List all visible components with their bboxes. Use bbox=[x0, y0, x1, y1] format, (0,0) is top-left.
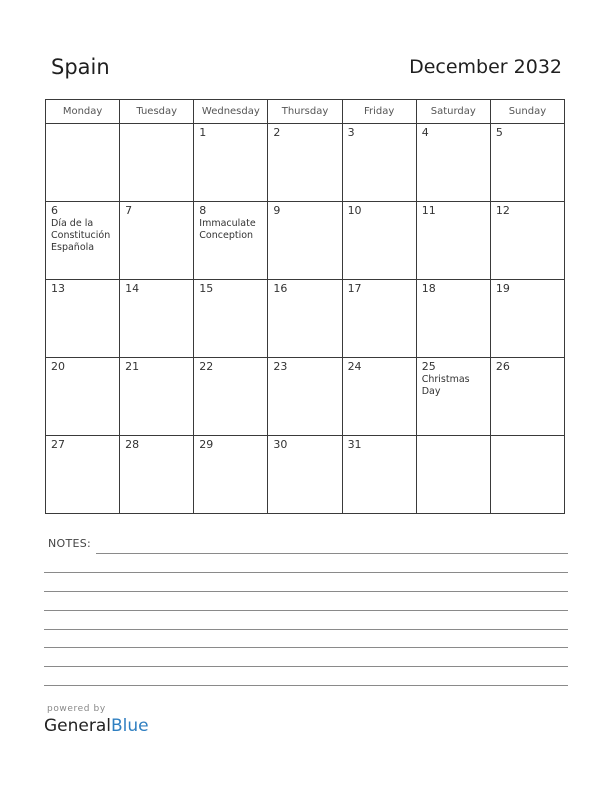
note-line bbox=[44, 666, 568, 667]
day-cell bbox=[194, 436, 268, 514]
day-cell bbox=[416, 436, 490, 514]
day-number: 2 bbox=[273, 126, 281, 139]
day-number: 5 bbox=[495, 126, 503, 139]
day-number: 9 bbox=[273, 204, 281, 217]
day-number: 29 bbox=[199, 438, 214, 451]
day-number: 19 bbox=[495, 282, 510, 295]
day-cell bbox=[416, 280, 490, 358]
weekday-header: Friday bbox=[342, 100, 416, 124]
powered-by-text: powered by bbox=[47, 704, 106, 714]
day-number: 7 bbox=[125, 204, 133, 217]
day-cell bbox=[194, 124, 268, 202]
week-row bbox=[46, 436, 565, 514]
day-cell bbox=[416, 202, 490, 280]
day-number: 22 bbox=[199, 360, 214, 373]
day-cell bbox=[268, 436, 342, 514]
country-title: Spain bbox=[51, 55, 110, 79]
day-number: 20 bbox=[51, 360, 65, 373]
calendar-grid bbox=[45, 99, 565, 514]
day-cell bbox=[416, 358, 490, 436]
day-number: 30 bbox=[273, 438, 288, 451]
day-cell bbox=[268, 280, 342, 358]
week-row bbox=[46, 358, 565, 436]
day-cell bbox=[268, 358, 342, 436]
weekday-header: Wednesday bbox=[194, 100, 268, 124]
day-cell bbox=[46, 202, 120, 280]
day-number: 6 bbox=[51, 204, 58, 217]
note-line bbox=[44, 629, 568, 630]
day-cell bbox=[46, 280, 120, 358]
note-line bbox=[44, 591, 568, 592]
week-row bbox=[46, 280, 565, 358]
day-number: 23 bbox=[273, 360, 288, 373]
day-number: 21 bbox=[125, 360, 140, 373]
day-number: 15 bbox=[199, 282, 214, 295]
day-cell bbox=[416, 124, 490, 202]
day-cell bbox=[268, 124, 342, 202]
day-cell bbox=[120, 436, 194, 514]
day-number: 31 bbox=[347, 438, 362, 451]
day-number: 4 bbox=[421, 126, 429, 139]
day-number: 24 bbox=[347, 360, 362, 373]
day-cell bbox=[342, 202, 416, 280]
brand-logo bbox=[44, 716, 149, 736]
day-cell bbox=[342, 124, 416, 202]
weekday-header: Sunday bbox=[490, 100, 564, 124]
weekday-header: Monday bbox=[46, 100, 120, 124]
day-cell bbox=[46, 436, 120, 514]
day-number: 17 bbox=[347, 282, 362, 295]
day-cell bbox=[342, 358, 416, 436]
day-cell bbox=[490, 436, 564, 514]
day-number: 28 bbox=[125, 438, 140, 451]
day-number: 18 bbox=[421, 282, 436, 295]
day-cell bbox=[120, 202, 194, 280]
day-number: 16 bbox=[273, 282, 288, 295]
weekday-header-row bbox=[46, 100, 565, 124]
day-number: 10 bbox=[347, 204, 362, 217]
day-cell bbox=[194, 358, 268, 436]
day-number: 11 bbox=[421, 204, 436, 217]
holiday-label: Immaculate Conception bbox=[199, 218, 256, 241]
note-line bbox=[44, 685, 568, 686]
note-line bbox=[96, 553, 568, 554]
day-cell bbox=[490, 202, 564, 280]
day-number: 27 bbox=[51, 438, 65, 451]
day-number: 3 bbox=[347, 126, 355, 139]
weekday-header: Tuesday bbox=[120, 100, 194, 124]
day-number: 14 bbox=[125, 282, 140, 295]
day-cell bbox=[490, 124, 564, 202]
day-number: 25 bbox=[421, 360, 436, 373]
day-cell bbox=[194, 202, 268, 280]
day-cell bbox=[342, 280, 416, 358]
day-number: 12 bbox=[495, 204, 510, 217]
notes-label: NOTES: bbox=[48, 537, 92, 550]
day-cell bbox=[490, 358, 564, 436]
day-cell bbox=[46, 124, 120, 202]
day-cell bbox=[268, 202, 342, 280]
note-line bbox=[44, 610, 568, 611]
day-cell bbox=[120, 280, 194, 358]
weekday-header: Thursday bbox=[268, 100, 342, 124]
holiday-label: Día de la Constitución Española bbox=[51, 218, 111, 253]
brand-general: General bbox=[44, 716, 111, 736]
holiday-label: Christmas Day bbox=[421, 374, 470, 397]
week-row bbox=[46, 202, 565, 280]
day-cell bbox=[120, 358, 194, 436]
day-cell bbox=[120, 124, 194, 202]
week-row bbox=[46, 124, 565, 202]
day-cell bbox=[46, 358, 120, 436]
note-line bbox=[44, 647, 568, 648]
day-number: 8 bbox=[199, 204, 207, 217]
note-line bbox=[44, 572, 568, 573]
day-number: 13 bbox=[51, 282, 65, 295]
weekday-header: Saturday bbox=[416, 100, 490, 124]
brand-blue: Blue bbox=[111, 716, 149, 736]
day-cell bbox=[490, 280, 564, 358]
day-cell bbox=[342, 436, 416, 514]
day-number: 1 bbox=[199, 126, 207, 139]
month-year-title: December 2032 bbox=[409, 56, 562, 78]
day-cell bbox=[194, 280, 268, 358]
day-number: 26 bbox=[495, 360, 510, 373]
